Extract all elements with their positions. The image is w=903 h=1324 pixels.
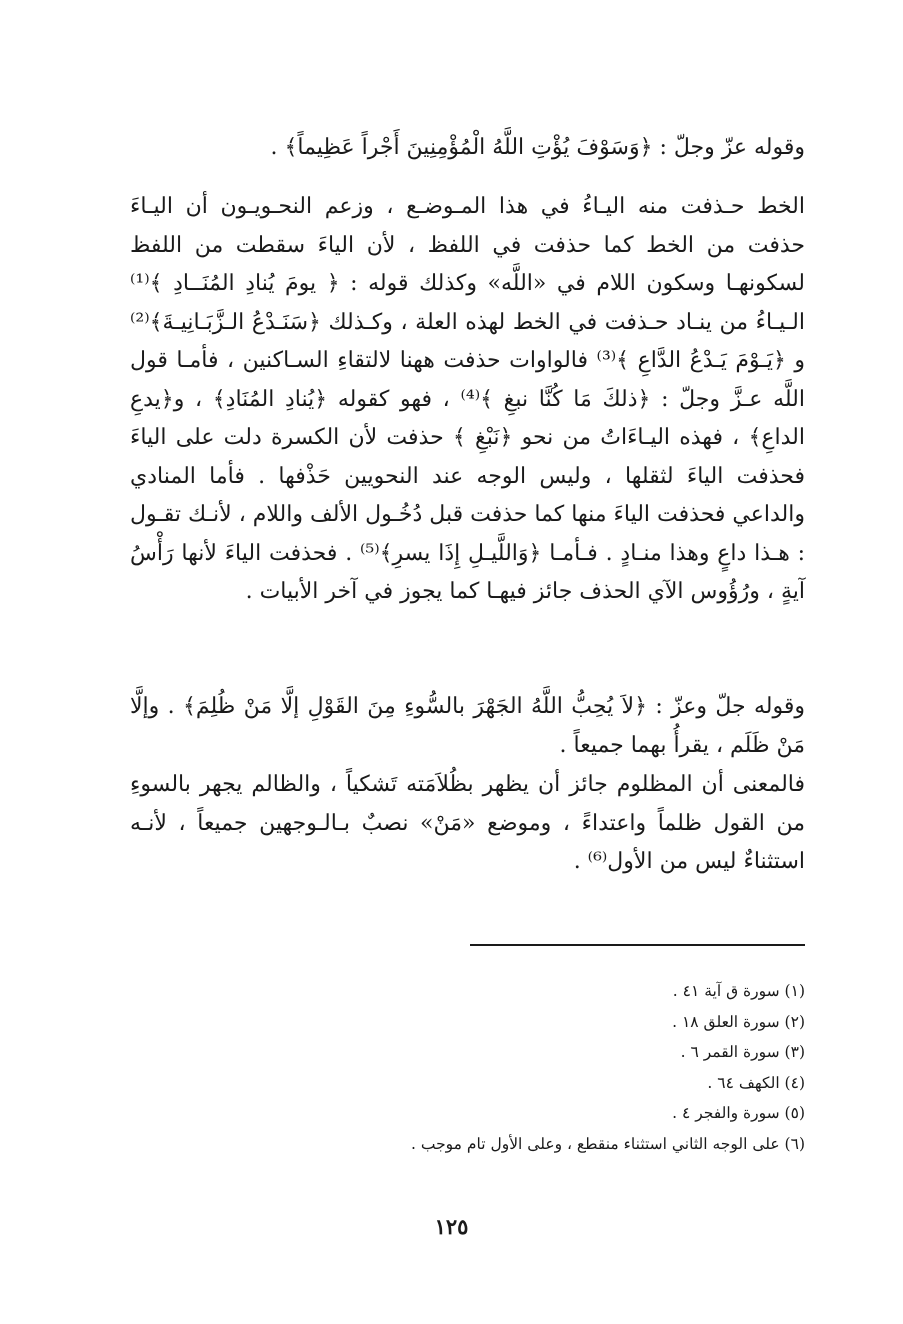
paragraph-text: وقوله عزّ وجلّ : ﴿وَسَوْفَ يُؤْتِ اللَّهُ الْمُؤْمِنِينَ أَجْراً عَظِيماً﴾ . [270, 135, 805, 160]
paragraph-text: وقوله جلّ وعزّ : ﴿لاَ يُحِبُّ اللَّهُ الجَهْرَ بالسُّوءِ مِنَ القَوْلِ إلَّا مَنْ ظُلِمَ﴾ . وإلَّا مَنْ ظَلَم ، يقرأُ بهما جميعاً . [130, 694, 805, 758]
footnote-item: (٣) سورة القمر ٦ . [680, 1043, 805, 1061]
paragraph-text: الخط حـذفت منه اليـاءُ في هذا المـوضـع ، وزعم النحـويـون أن اليـاءَ حذفت من الخط كما حذفت في اللفظ ، لأن الياءَ سقطت من اللفظ لسكونهـا وسكون اللام في «اللَّه» وكذلك قوله : ﴿ يومَ يُنادِ المُنَــادِ ﴾⁽¹⁾ الـيـاءُ من ينـاد حـذفت في الخط لهذه العلة ، وكـذلك ﴿سَنَـدْعُ الـزَّبَـانِيـةَ﴾⁽²⁾ و ﴿يَـوْمَ يَـدْعُ الدَّاعِ ﴾⁽³⁾ فالواوات حذفت ههنا لالتقاءِ السـاكنين ، فأمـا قول اللَّه عـزَّ وجلّ : ﴿ذلكَ مَا كُنَّا نبغِ ﴾⁽⁴⁾ ، فهو كقوله ﴿يُنادِ المُنَادِ﴾ ، و﴿يدعِ الداعِ﴾ ، فهذه اليـاءَاتُ من نحو ﴿نَبْغِ ﴾ حذفت لأن الكسرة دلت على الياءَ فحذفت الياءَ لثقلها ، وليس الوجه عند النحويين حَذْفها . فأما المنادي والداعي فحذفت الياءَ منها كما حذفت قبل دُخُـول الألف واللام ، لأنـك تقـول : هـذا داعٍ وهذا منـادٍ . فـأمـا ﴿وَاللَّيـلِ إِذَا يسرِ﴾⁽⁵⁾ . فحذفت الياءَ لأنها رَأْسُ آيةٍ ، ورُؤُوس الآي الحذف جائز فيهـا كما يجوز في آخر الأبيات . [130, 194, 806, 604]
paragraph-verse-reward [130, 129, 805, 168]
footnote-item: (٦) على الوجه الثاني استثناء منقطع ، وعلى الأول تام موجب . [411, 1134, 805, 1153]
page-number: ١٢٥ [434, 1214, 469, 1239]
paragraph-verse-evil-speech [130, 688, 805, 765]
footnote-item: (٢) سورة العلق ١٨ . [672, 1012, 805, 1031]
paragraph-text: فالمعنى أن المظلوم جائز أن يظهر بظُلاَمَته تَشكياً ، والظالم يجهر بالسوءِ من القول ظلماً واعتداءً ، وموضع «مَنْ» نصبٌ بـالـوجهين جميعاً ، لأنـه استثناءٌ ليس من الأول⁽⁶⁾ . [130, 772, 805, 874]
paragraph-meaning [130, 766, 805, 882]
paragraph-ya-deletion [130, 188, 805, 612]
footnotes-list [205, 976, 805, 1159]
footnote-item: (٥) سورة والفجر ٤ . [672, 1104, 805, 1122]
footnote-item: (٤) الكهف ٦٤ . [707, 1073, 805, 1092]
footnote-item: (١) سورة ق آية ٤١ . [672, 982, 805, 1000]
footnote-divider [470, 944, 805, 946]
